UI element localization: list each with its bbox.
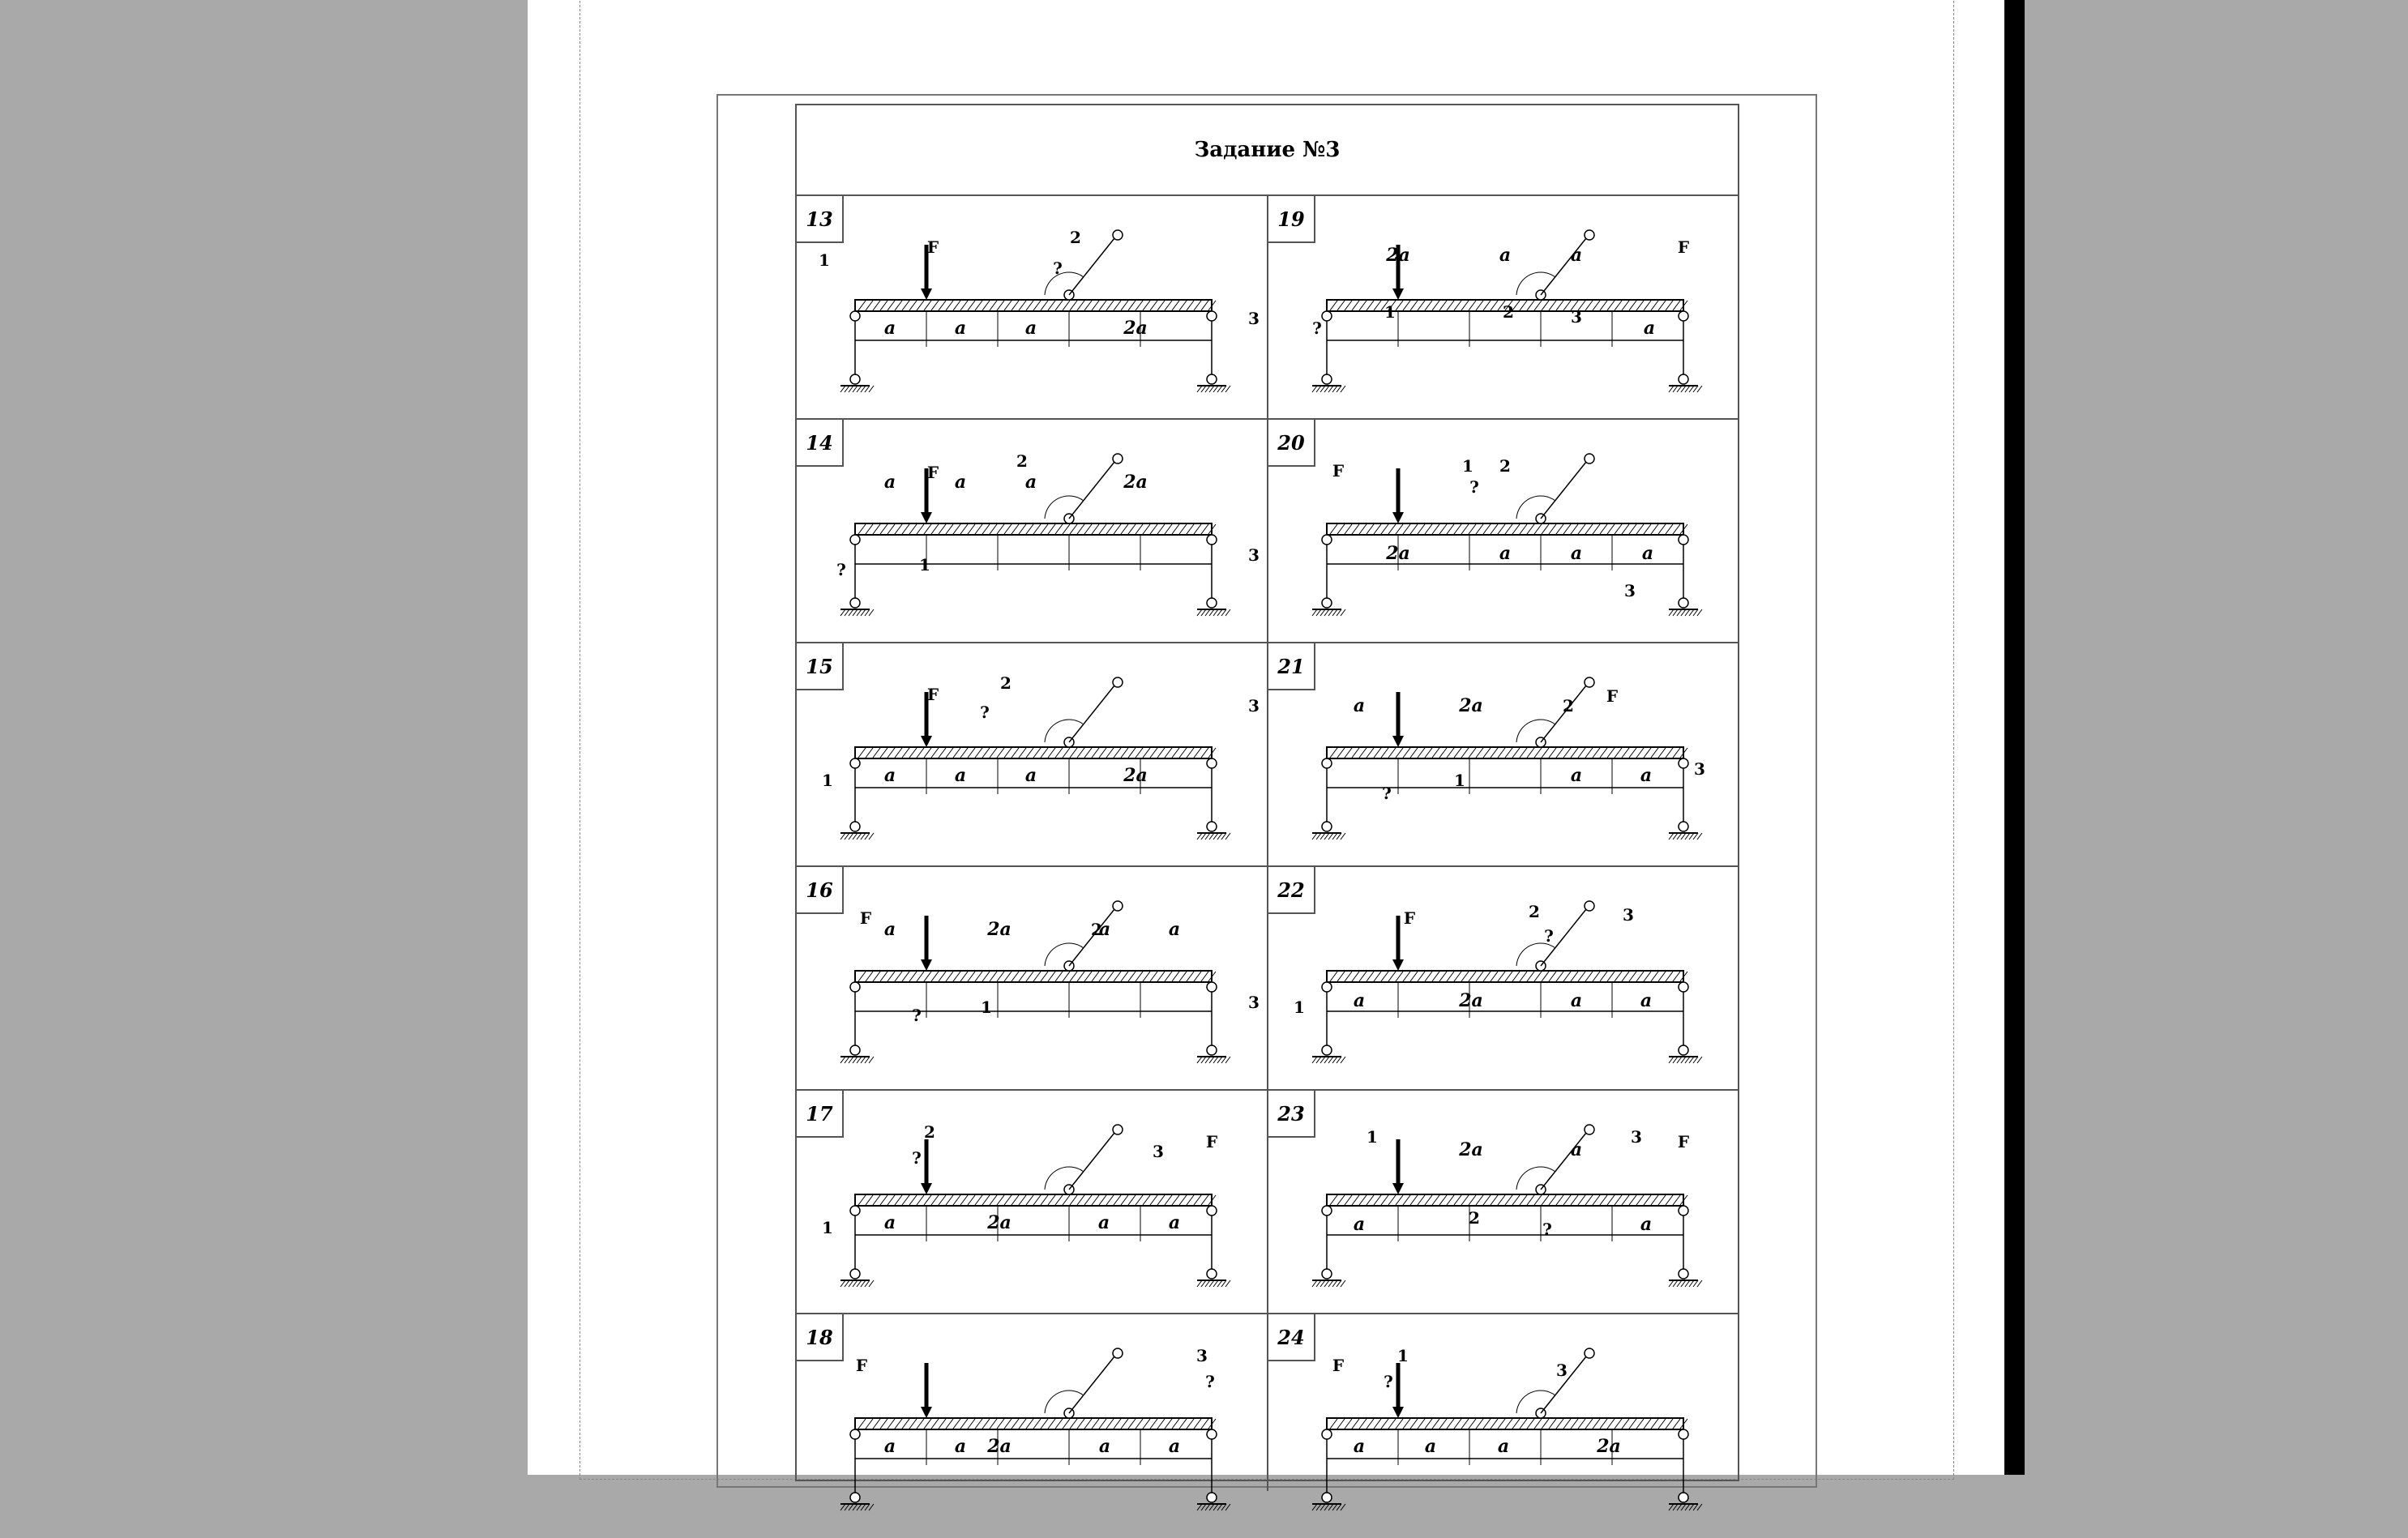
task-number: 19 (1268, 196, 1315, 243)
scheme-label: a (883, 919, 896, 940)
scheme-label: a (1640, 765, 1653, 786)
scheme-label: ? (1205, 1372, 1215, 1391)
task-title: Задание №3 (797, 105, 1738, 196)
scheme-label: 2a (1386, 543, 1410, 564)
task-cell (1268, 1091, 1739, 1314)
scheme-label: a (1168, 1436, 1181, 1457)
scheme-label: 1 (1367, 1127, 1378, 1147)
inclined-rod (1045, 1125, 1123, 1194)
inclined-rod (1516, 454, 1594, 523)
scheme-label: 1 (981, 998, 992, 1017)
beam-scheme (1268, 867, 1739, 1091)
scheme-label: 2 (1000, 673, 1012, 693)
scheme-label: F (926, 463, 939, 482)
scheme-label: a (1024, 472, 1037, 493)
force-arrow (921, 916, 932, 971)
rod-support (1312, 1429, 1345, 1510)
scheme-label: ? (1384, 1372, 1393, 1391)
scheme-label: ? (1312, 318, 1322, 338)
inclined-rod (1516, 1348, 1594, 1418)
scheme-label: a (883, 765, 896, 786)
scheme-label: F (926, 237, 939, 257)
scheme-label: 1 (1454, 771, 1465, 790)
scheme-label: 2 (1529, 902, 1540, 921)
beam (1327, 971, 1687, 982)
rod-support (840, 311, 874, 392)
task-cell (1268, 643, 1739, 867)
scheme-label: F (1606, 686, 1619, 706)
rod-support (1197, 982, 1230, 1063)
scheme-label: 3 (1196, 1346, 1208, 1365)
scheme-label: a (1570, 765, 1583, 786)
scheme-label: a (883, 472, 896, 493)
scheme-label: 1 (919, 555, 930, 575)
scheme-label: 1 (822, 771, 833, 790)
scheme-label: 3 (1248, 309, 1260, 328)
rod-support (840, 1429, 874, 1510)
scheme-label: F (859, 908, 872, 928)
scheme-label: a (883, 318, 896, 339)
scheme-label: 2 (1503, 302, 1514, 322)
scheme-label: a (883, 1212, 896, 1233)
scheme-label: ? (980, 703, 990, 722)
row-divider (797, 1089, 1738, 1091)
scheme-label: 2a (1597, 1436, 1621, 1457)
scheme-label: ? (912, 1148, 922, 1168)
rod-support (840, 758, 874, 839)
task-cell (797, 867, 1267, 1091)
beam-scheme (797, 1314, 1267, 1538)
scheme-label: 2a (1459, 1139, 1483, 1160)
scheme-label: 2 (1499, 456, 1511, 476)
rod-support (1312, 758, 1345, 839)
inclined-rod (1516, 1125, 1594, 1194)
scheme-label: a (1424, 1436, 1437, 1457)
scheme-label: 3 (1556, 1361, 1568, 1380)
scheme-label: F (1332, 461, 1345, 481)
scheme-label: 2a (987, 919, 1012, 940)
scheme-label: 2 (924, 1122, 935, 1142)
scheme-label: a (954, 765, 967, 786)
force-arrow (1392, 916, 1404, 971)
task-number: 13 (797, 196, 844, 243)
task-number: 17 (797, 1091, 844, 1138)
scheme-label: a (1024, 318, 1037, 339)
scheme-label: 3 (1248, 545, 1260, 565)
scheme-label: 3 (1248, 696, 1260, 716)
scheme-label: 2a (987, 1436, 1012, 1457)
beam-scheme (1268, 1091, 1739, 1314)
task-number: 18 (797, 1314, 844, 1361)
rod-support (1312, 982, 1345, 1063)
scheme-label: a (1097, 1212, 1110, 1233)
rod-support (1669, 311, 1702, 392)
scheme-label: 2a (987, 1212, 1012, 1233)
scheme-label: a (1641, 543, 1654, 564)
task-number: 16 (797, 867, 844, 914)
scheme-label: ? (912, 1006, 922, 1025)
task-cell (797, 1091, 1267, 1314)
scheme-label: 2a (1386, 245, 1410, 266)
scheme-label: 3 (1631, 1127, 1642, 1147)
beam (855, 1418, 1216, 1429)
task-number: 23 (1268, 1091, 1315, 1138)
scheme-label: a (1024, 765, 1037, 786)
dimension-line (1327, 982, 1683, 1018)
scheme-label: a (1497, 1436, 1510, 1457)
scheme-label: a (954, 1436, 967, 1457)
inclined-rod (1516, 677, 1594, 747)
force-arrow (1392, 468, 1404, 523)
inclined-rod (1045, 901, 1123, 971)
scheme-label: 2a (1459, 990, 1483, 1011)
rod-support (840, 982, 874, 1063)
scheme-label: ? (1053, 258, 1063, 278)
dimension-line (1327, 1206, 1683, 1241)
beam-scheme (797, 420, 1267, 643)
scheme-label: F (1677, 1132, 1690, 1151)
inclined-rod (1045, 677, 1123, 747)
scheme-label: F (1205, 1132, 1218, 1151)
scheme-label: a (1570, 245, 1583, 266)
beam (1327, 1418, 1687, 1429)
task-number: 22 (1268, 867, 1315, 914)
rod-support (1669, 1206, 1702, 1287)
scheme-label: F (1332, 1356, 1345, 1375)
beam (1327, 747, 1687, 758)
rod-support (840, 1206, 874, 1287)
scheme-label: a (954, 472, 967, 493)
rod-support (1197, 758, 1230, 839)
task-cell (797, 420, 1267, 643)
scheme-label: a (1168, 1212, 1181, 1233)
rod-support (1669, 1429, 1702, 1510)
inclined-rod (1045, 1348, 1123, 1418)
scheme-label: a (1570, 1139, 1583, 1160)
scheme-label: a (1499, 245, 1512, 266)
task-cell (797, 1314, 1267, 1538)
row-divider (797, 418, 1738, 420)
scheme-label: 1 (819, 250, 830, 270)
rod-support (1669, 982, 1702, 1063)
scheme-label: ? (1544, 926, 1554, 946)
rod-support (1197, 535, 1230, 616)
scheme-label: a (954, 318, 967, 339)
scheme-label: 3 (1571, 307, 1582, 327)
scheme-label: a (1640, 990, 1653, 1011)
inclined-rod (1516, 230, 1594, 300)
scheme-label: ? (1469, 477, 1479, 497)
scheme-label: 3 (1623, 905, 1634, 925)
scheme-label: 1 (1384, 302, 1396, 322)
scheme-label: 1 (1397, 1346, 1409, 1365)
rod-support (1312, 535, 1345, 616)
row-divider (797, 1313, 1738, 1314)
rod-support (1312, 1206, 1345, 1287)
beam (855, 300, 1216, 311)
task-number: 21 (1268, 643, 1315, 690)
rod-support (1197, 311, 1230, 392)
scheme-label: 2a (1123, 318, 1148, 339)
dimension-line (1327, 758, 1683, 794)
dimension-line (855, 1429, 1212, 1465)
force-arrow (921, 1363, 932, 1418)
scheme-label: a (1643, 318, 1656, 339)
task-cell (797, 643, 1267, 867)
dimension-line (855, 982, 1212, 1018)
scheme-label: 2a (1123, 472, 1148, 493)
scheme-label: a (1570, 990, 1583, 1011)
beam (1327, 523, 1687, 535)
scheme-label: 1 (1462, 456, 1473, 476)
task-table (795, 104, 1739, 1481)
scheme-label: a (1353, 1214, 1366, 1235)
beam (855, 971, 1216, 982)
beam-scheme (1268, 1314, 1739, 1538)
task-cell (1268, 196, 1739, 420)
scheme-label: 3 (1694, 759, 1705, 779)
scheme-label: F (1403, 908, 1416, 928)
task-number: 15 (797, 643, 844, 690)
force-arrow (1392, 692, 1404, 747)
force-arrow (1392, 1139, 1404, 1194)
scheme-label: a (1499, 543, 1512, 564)
scheme-label: a (1640, 1214, 1653, 1235)
row-divider (797, 642, 1738, 643)
beam (855, 1194, 1216, 1206)
row-divider (797, 865, 1738, 867)
task-cell (1268, 1314, 1739, 1538)
task-cell (1268, 867, 1739, 1091)
scheme-label: 3 (1624, 581, 1636, 600)
scheme-label: ? (836, 560, 846, 579)
scheme-label: ? (1542, 1220, 1552, 1239)
rod-support (1197, 1206, 1230, 1287)
scheme-label: a (1098, 919, 1111, 940)
beam-scheme (1268, 196, 1739, 420)
task-number: 14 (797, 420, 844, 467)
scheme-label: 1 (1294, 998, 1305, 1017)
scheme-label: 3 (1153, 1142, 1164, 1161)
task-number: 24 (1268, 1314, 1315, 1361)
scheme-label: a (1353, 1436, 1366, 1457)
beam-scheme (797, 867, 1267, 1091)
beam-scheme (797, 196, 1267, 420)
force-arrow (921, 1139, 932, 1194)
task-number: 20 (1268, 420, 1315, 467)
scheme-label: 3 (1248, 993, 1260, 1012)
scheme-label: ? (1382, 784, 1392, 803)
force-arrow (1392, 1363, 1404, 1418)
beam-scheme (1268, 420, 1739, 643)
scheme-label: a (1570, 543, 1583, 564)
scheme-label: a (1353, 695, 1366, 716)
rod-support (1197, 1429, 1230, 1510)
task-cell (797, 196, 1267, 420)
scheme-label: F (1677, 237, 1690, 257)
scheme-label: F (855, 1356, 868, 1375)
window-edge (2004, 0, 2025, 1475)
scheme-label: 1 (822, 1218, 833, 1237)
scheme-label: a (1098, 1436, 1111, 1457)
scheme-label: 2 (1070, 228, 1081, 247)
scheme-label: 2 (1563, 696, 1574, 716)
scheme-label: 2 (1091, 920, 1102, 939)
scheme-label: 2 (1469, 1208, 1480, 1228)
beam-scheme (1268, 643, 1739, 867)
inclined-rod (1045, 454, 1123, 523)
task-cell (1268, 420, 1739, 643)
beam-scheme (797, 1091, 1267, 1314)
dimension-line (855, 1206, 1212, 1241)
scheme-label: 2a (1459, 695, 1483, 716)
beam-scheme (797, 643, 1267, 867)
rod-support (1669, 535, 1702, 616)
beam (1327, 1194, 1687, 1206)
scheme-label: a (883, 1436, 896, 1457)
scheme-label: 2a (1123, 765, 1148, 786)
scheme-label: a (1168, 919, 1181, 940)
beam (855, 747, 1216, 758)
beam (855, 523, 1216, 535)
scheme-label: a (1353, 990, 1366, 1011)
scheme-label: 2 (1016, 451, 1028, 471)
dimension-line (855, 535, 1212, 570)
scheme-label: F (926, 685, 939, 704)
